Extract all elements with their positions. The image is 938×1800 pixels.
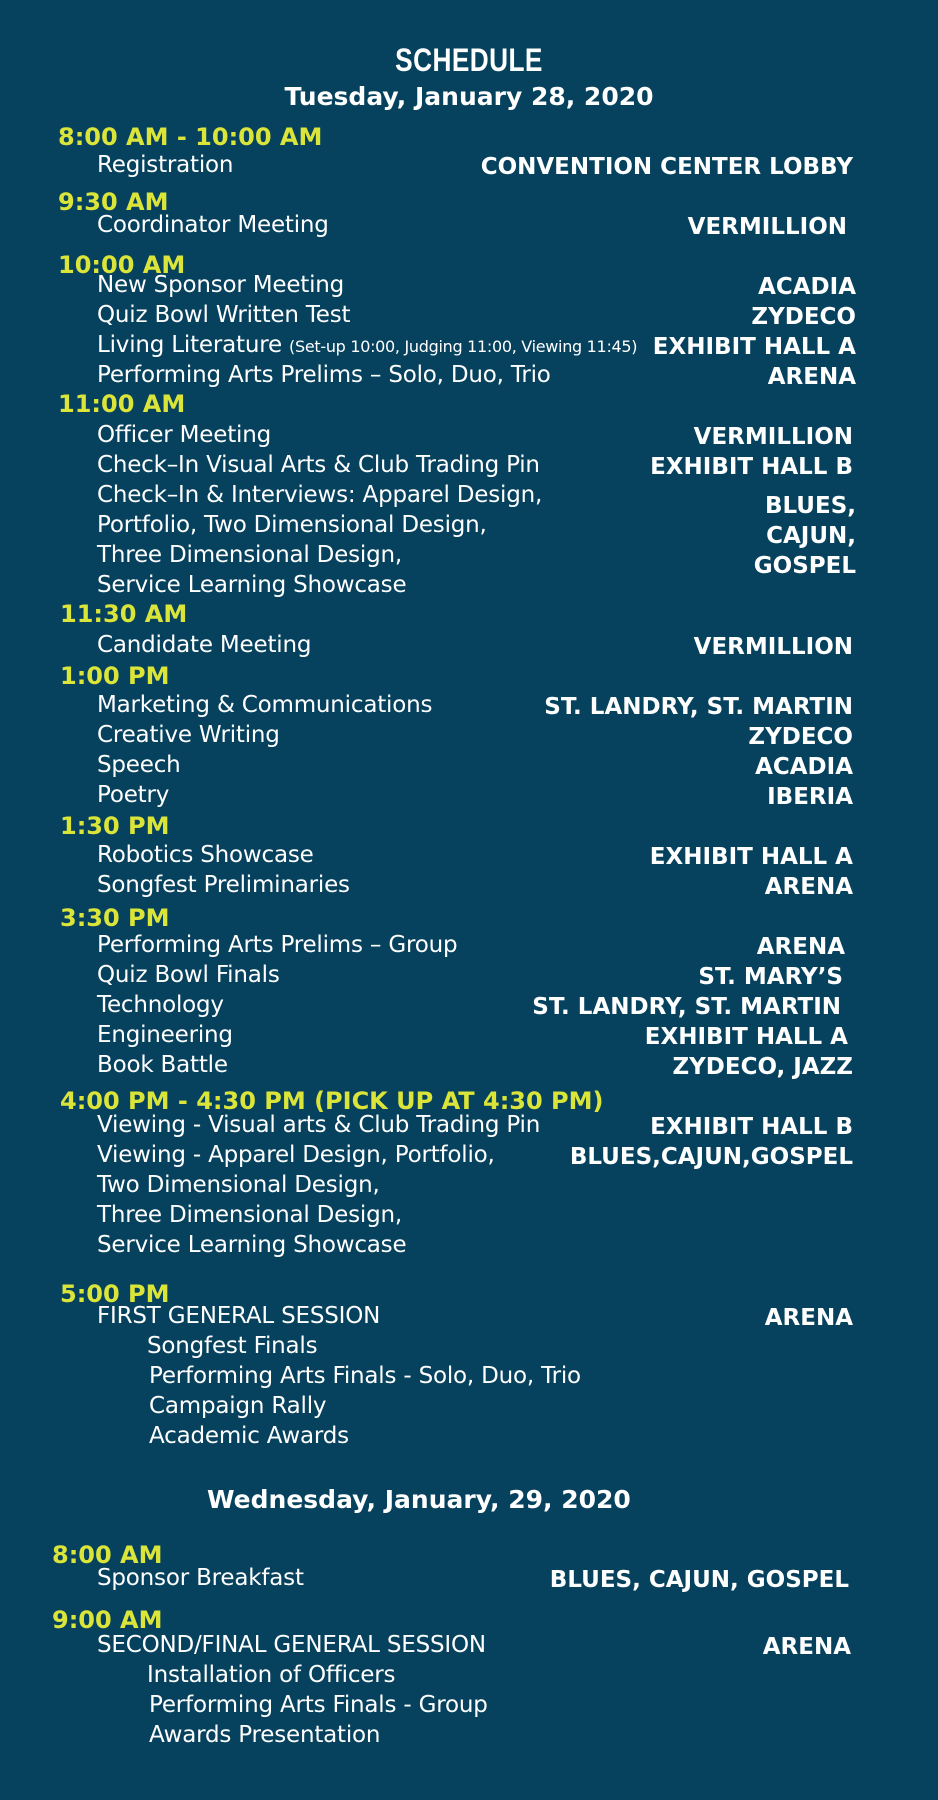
activity-name: Living Literature [97,332,282,358]
location: VERMILLION [693,424,853,450]
activity: Performing Arts Prelims – Solo, Duo, Trio [97,362,551,388]
location: IBERIA [767,784,853,810]
schedule-row [97,1022,853,1052]
location: ACADIA [758,274,856,300]
time-slot: 9:00 AM [52,1606,163,1634]
activity: SECOND/FINAL GENERAL SESSION [97,1632,486,1658]
location: BLUES, CAJUN, GOSPEL [549,1567,849,1593]
activity: Sponsor Breakfast [97,1565,304,1591]
schedule-row [97,152,853,182]
schedule-row [97,332,856,362]
schedule-row [97,1632,853,1662]
activity: Songfest Finals [147,1333,318,1359]
activity: New Sponsor Meeting [97,272,345,298]
schedule-row [97,1393,853,1423]
time-slot: 5:00 PM [60,1280,170,1308]
schedule-row [97,272,856,302]
activity: Installation of Officers [147,1662,396,1688]
schedule-row [97,1142,853,1172]
schedule-row [97,722,853,752]
activity: Technology [97,992,224,1018]
activity: Candidate Meeting [97,632,312,658]
location: CONVENTION CENTER LOBBY [480,154,853,180]
time-slot: 10:00 AM [58,251,186,279]
activity: Three Dimensional Design, [97,542,402,568]
schedule-row [97,452,853,482]
activity: Awards Presentation [149,1722,381,1748]
time-slot: 11:00 AM [58,390,186,418]
schedule-row [97,1303,853,1333]
activity: Officer Meeting [97,422,271,448]
location: ZYDECO [751,304,856,330]
schedule-row [97,1662,853,1692]
schedule-row [97,362,856,392]
activity: Quiz Bowl Finals [97,962,280,988]
schedule-row [97,872,853,902]
activity: Book Battle [97,1052,228,1078]
time-slot: 8:00 AM - 10:00 AM [58,123,323,151]
time-slot: 8:00 AM [52,1541,163,1569]
activity: FIRST GENERAL SESSION [97,1303,381,1329]
location: ARENA [767,364,856,390]
activity: Performing Arts Prelims – Group [97,932,458,958]
day-heading-tuesday: Tuesday, January 28, 2020 [284,82,654,111]
schedule-row [97,212,853,242]
activity [97,332,637,358]
location: VERMILLION [687,214,847,240]
schedule-row [97,632,853,662]
day-heading-wednesday: Wednesday, January, 29, 2020 [207,1485,631,1514]
location: EXHIBIT HALL A [652,334,856,360]
activity: Robotics Showcase [97,842,314,868]
activity: Coordinator Meeting [97,212,329,238]
schedule-row [97,1172,853,1202]
activity: Engineering [97,1022,233,1048]
activity: Speech [97,752,181,778]
schedule-row [97,932,853,962]
activity: Songfest Preliminaries [97,872,350,898]
activity: Check–In Visual Arts & Club Trading Pin [97,452,540,478]
schedule-row [97,1692,853,1722]
activity: Marketing & Communications [97,692,433,718]
time-slot: 1:00 PM [60,662,170,690]
schedule-row [97,992,853,1022]
schedule-row [97,692,853,722]
location: ACADIA [755,754,853,780]
time-slot: 9:30 AM [58,188,169,216]
activity: Creative Writing [97,722,280,748]
time-slot: 4:00 PM - 4:30 PM (PICK UP AT 4:30 PM) [60,1087,604,1115]
location: CAJUN, [766,523,856,549]
location: EXHIBIT HALL B [650,1114,853,1140]
schedule-row [97,782,853,812]
location: ARENA [764,1305,853,1331]
activity: Service Learning Showcase [97,572,407,598]
activity: Poetry [97,782,170,808]
activity: Performing Arts Finals - Solo, Duo, Trio [149,1363,581,1389]
activity: Quiz Bowl Written Test [97,302,351,328]
schedule-row [97,842,853,872]
activity: Registration [97,152,234,178]
activity: Viewing - Visual arts & Club Trading Pin [97,1112,541,1138]
location: ARENA [762,1634,851,1660]
activity: Two Dimensional Design, [97,1172,380,1198]
activity: Check–In & Interviews: Apparel Design, [97,482,543,508]
location: ZYDECO [748,724,853,750]
schedule-row [97,1112,853,1142]
schedule-row [97,962,853,992]
schedule-row [97,1052,853,1082]
time-slot: 1:30 PM [60,812,170,840]
location: BLUES, [764,493,856,519]
activity: Portfolio, Two Dimensional Design, [97,512,487,538]
activity: Three Dimensional Design, [97,1202,402,1228]
activity: Performing Arts Finals - Group [149,1692,488,1718]
location: ST. LANDRY, ST. MARTIN [532,994,841,1020]
schedule-row [97,1202,853,1232]
activity: Service Learning Showcase [97,1232,407,1258]
location: ARENA [756,934,845,960]
location: EXHIBIT HALL B [650,454,853,480]
schedule-row [97,1423,853,1453]
location: BLUES,CAJUN,GOSPEL [569,1144,853,1170]
location: ZYDECO, JAZZ [672,1054,853,1080]
schedule-row [97,1333,853,1363]
page-title: SCHEDULE [395,42,543,78]
activity: Viewing - Apparel Design, Portfolio, [97,1142,495,1168]
schedule-row [97,1565,853,1595]
schedule-row [97,1232,853,1262]
time-slot: 11:30 AM [60,600,188,628]
schedule-row [97,422,853,452]
location: ST. LANDRY, ST. MARTIN [544,694,853,720]
schedule-row [97,302,856,332]
location: EXHIBIT HALL A [649,844,853,870]
activity: Campaign Rally [149,1393,327,1419]
schedule-row [97,752,853,782]
activity: Academic Awards [149,1423,349,1449]
schedule-row [97,1722,853,1752]
location: ARENA [764,874,853,900]
location: EXHIBIT HALL A [644,1024,848,1050]
location: ST. MARY’S [698,964,843,990]
schedule-row [97,572,853,602]
activity-note: (Set-up 10:00, Judging 11:00, Viewing 11:45) [289,337,638,356]
time-slot: 3:30 PM [60,904,170,932]
schedule-row [97,1363,853,1393]
location: VERMILLION [693,634,853,660]
location: GOSPEL [753,553,856,579]
